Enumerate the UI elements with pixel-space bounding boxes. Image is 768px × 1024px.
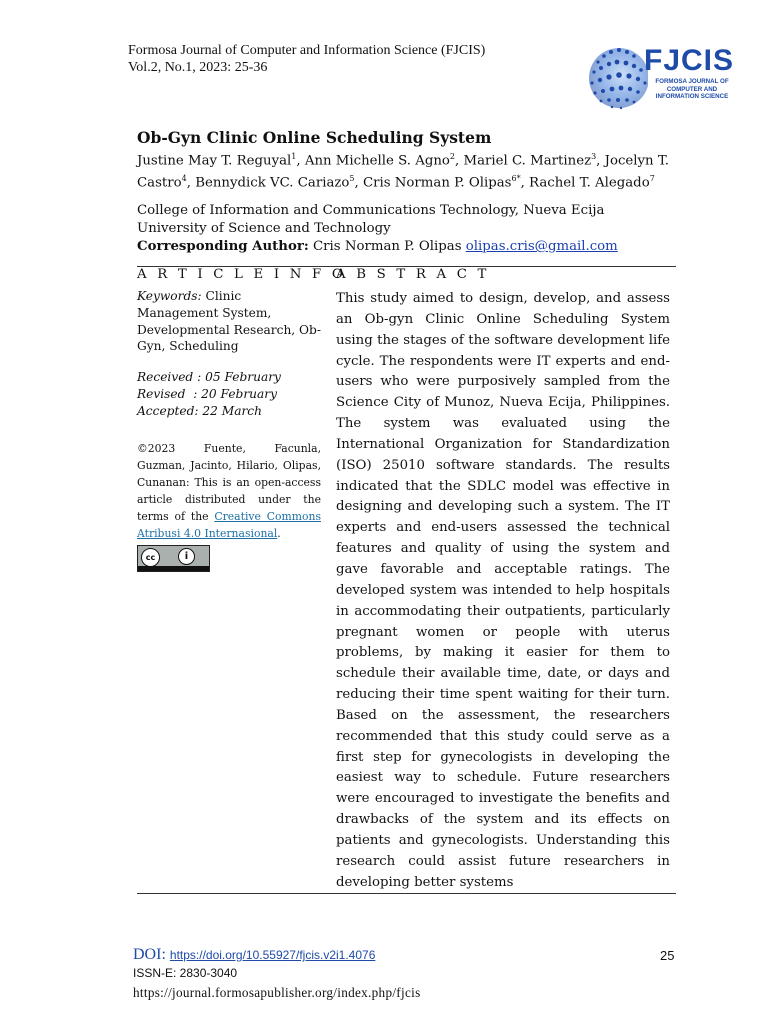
volume-line: Vol.2, No.1, 2023: 25-36 [128, 60, 268, 75]
author-name: Bennydick VC. Cariazo [195, 175, 350, 191]
globe-icon [586, 42, 648, 112]
license-text: ©2023 Fuente, Facunla, Guzman, Jacinto, Hilario, Olipas, Cunanan: This is an open-access article distributed under the terms of the [137, 441, 321, 523]
corresponding-author [137, 238, 677, 256]
license-end: . [277, 526, 281, 540]
journal-name: Formosa Journal of Computer and Information Science (FJCIS) [128, 43, 486, 58]
issn: ISSN-E: 2830-3040 [133, 966, 238, 980]
accepted-date: Accepted: 22 March [137, 403, 262, 418]
article-info-column [137, 288, 321, 572]
cc-icon: cc [141, 548, 160, 567]
doi-label: DOI: [133, 946, 166, 963]
license-link[interactable]: Creative Commons Atribusi 4.0 Internasional [137, 509, 321, 540]
corresponding-label: Corresponding Author: [137, 239, 309, 254]
author-name: Ann Michelle S. Agno [304, 153, 450, 169]
revised-date: Revised : 20 February [137, 386, 278, 401]
author-name: Jocelyn T. Castro [137, 153, 669, 191]
logo-subtitle [646, 78, 738, 101]
author-name: Rachel T. Alegado [529, 175, 650, 191]
author-sep: , [520, 175, 530, 191]
page-number: 25 [660, 948, 675, 963]
author-list [137, 148, 677, 193]
attribution-icon: i [178, 548, 195, 565]
doi-line [133, 946, 375, 964]
license-notice [137, 440, 321, 542]
logo-text: FJCIS [644, 44, 735, 77]
author-sep: , [296, 153, 305, 169]
author-sep: , [354, 175, 363, 191]
author-affil-mark: 7 [649, 174, 655, 184]
article-dates [137, 369, 321, 419]
keywords-label: Keywords: [137, 289, 202, 303]
keywords-value: Clinic Management System, Developmental Research, Ob-Gyn, Scheduling [137, 289, 321, 354]
author-sep: , [455, 153, 464, 169]
author-name: Cris Norman P. Olipas [362, 175, 512, 191]
badge-band [138, 566, 209, 571]
author-affil-mark: 1 [291, 152, 297, 161]
keywords-block [137, 288, 321, 355]
paper-title: Ob-Gyn Clinic Online Scheduling System [137, 128, 492, 147]
corresponding-email-link[interactable]: olipas.cris@gmail.com [465, 239, 618, 254]
author-sep: , [596, 153, 605, 169]
author-affil-mark: 6* [511, 174, 521, 184]
author-sep: , [186, 175, 196, 191]
received-date: Received : 05 February [137, 370, 281, 385]
journal-header [128, 42, 485, 76]
bottom-divider [137, 893, 676, 894]
article-info-heading: A R T I C L E I N F O [137, 267, 346, 282]
affiliation: College of Information and Communications Technology, Nueva Ecija University of Science and Technology [137, 203, 605, 236]
logo-sub-line: COMPUTER AND [666, 85, 718, 93]
doi-link[interactable]: https://doi.org/10.55927/fjcis.v2i1.4076 [169, 948, 376, 962]
logo-sub-line: FORMOSA JOURNAL OF [655, 78, 729, 85]
cc-by-badge[interactable] [137, 545, 210, 572]
author-affil-mark: 5 [349, 174, 355, 184]
logo-sub-line: INFORMATION SCIENCE [655, 93, 729, 100]
journal-url: https://journal.formosapublisher.org/index.php/fjcis [133, 985, 421, 1000]
author-name: Mariel C. Martinez [463, 153, 592, 169]
corresponding-name: Cris Norman P. Olipas [313, 239, 462, 254]
author-affil-mark: 2 [449, 152, 456, 161]
abstract-heading: A B S T R A C T [336, 267, 490, 282]
author-name: Justine May T. Reguyal [137, 153, 292, 169]
author-affil-mark: 4 [181, 174, 187, 184]
author-affil-mark: 3 [591, 152, 597, 161]
abstract-body: This study aimed to design, develop, and assess an Ob-gyn Clinic Online Scheduling System using the stages of the software development life cycle. The respondents were IT experts and end-users who were purposively sampled from the Science City of Munoz, Nueva Ecija, Philippines. The system was evaluated using the International Organization for Standardization (ISO) 25010 software standards. The results indicated that the SDLC model was effective in designing and developing such a system. The IT experts and end-users assessed the technical features and quality of using the system and gave favorable and acceptable ratings. The developed system was intended to help hospitals in accommodating their outpatients, particularly pregnant women or people with uterus problems, by making it easier for them to schedule their available time, date, or days and reducing their time spent waiting for their turn. Based on the assessment, the researchers recommended that this study could serve as a first step for gynecologists in developing the easiest way to schedule. Future researchers were encouraged to investigate the benefits and drawbacks of the system and its effects on patients and gynecologists. Understanding this research could assist future researchers in developing better systems [336, 291, 670, 890]
fjcis-logo [586, 42, 736, 112]
